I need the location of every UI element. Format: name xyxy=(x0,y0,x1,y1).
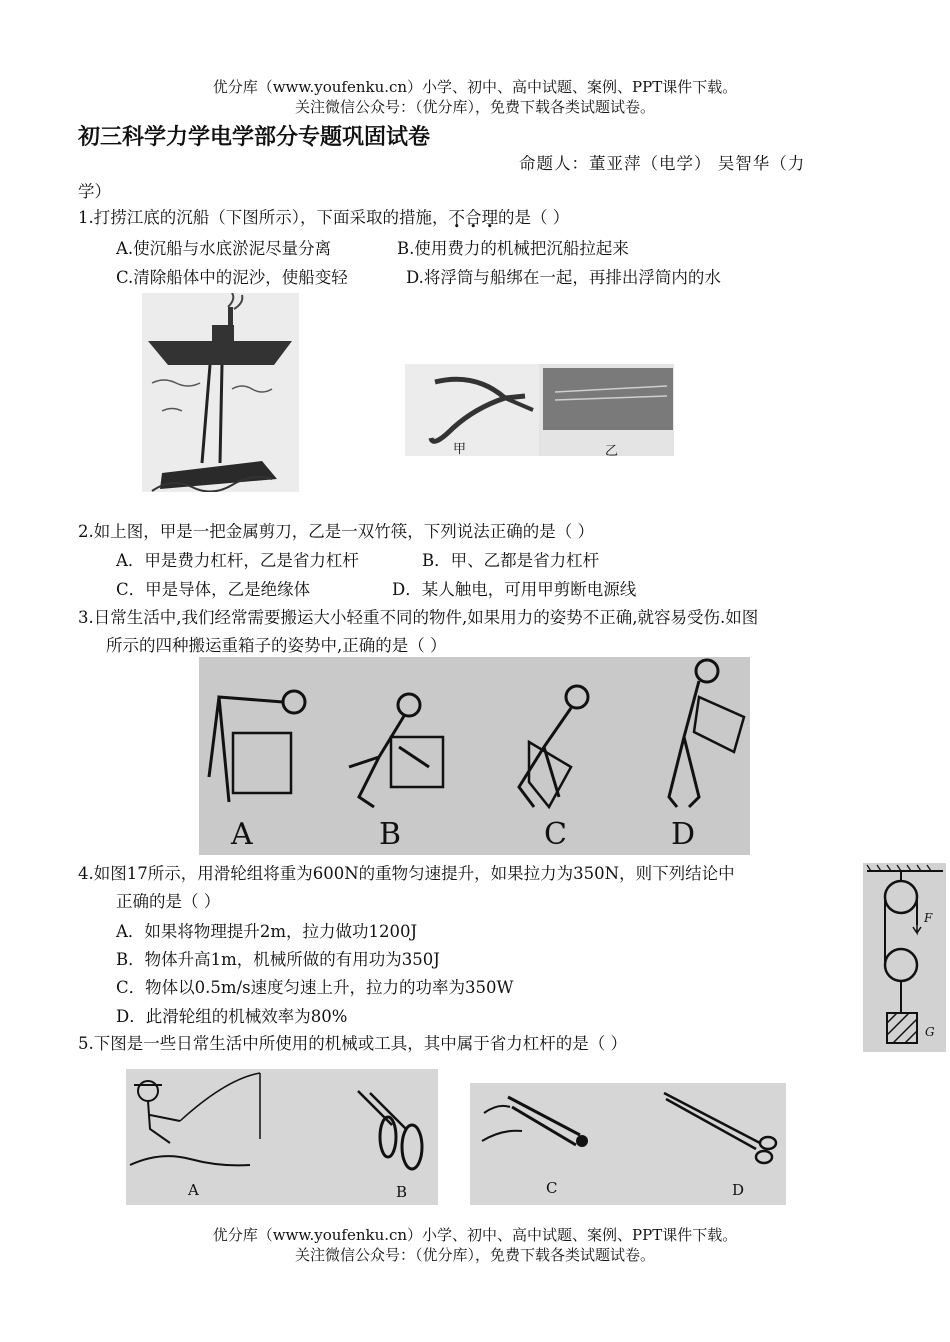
pulley-figure xyxy=(863,863,946,1052)
authors-line-1: 命题人：董亚萍（电学） 吴智华（力 xyxy=(519,154,806,173)
sunken-ship-drawing xyxy=(142,293,299,492)
footer-line-1: 优分库（www.youfenku.cn）小学、初中、高中试题、案例、PPT课件下载。 xyxy=(212,1226,738,1244)
q1-option-d: D.将浮筒与船绑在一起，再排出浮筒内的水 xyxy=(406,268,721,287)
tool-label-b: B xyxy=(396,1183,408,1201)
chopsticks-label-yi: 乙 xyxy=(605,444,619,459)
emphasis-char-3: 理 xyxy=(481,208,498,227)
q4-option-c: C．物体以0.5m/s速度匀速上升，拉力的功率为350W xyxy=(116,978,514,997)
posture-label-c: C xyxy=(544,817,567,852)
emphasis-char-2: 合 xyxy=(465,208,482,227)
q2-option-a: A．甲是费力杠杆，乙是省力杠杆 xyxy=(116,551,359,570)
posture-label-d: D xyxy=(671,817,696,852)
page-title: 初三科学力学电学部分专题巩固试卷 xyxy=(78,125,431,150)
tools-figure-ab xyxy=(126,1069,438,1205)
q2-option-d: D．某人触电，可用甲剪断电源线 xyxy=(392,580,637,599)
q1-option-b: B.使用费力的机械把沉船拉起来 xyxy=(397,239,629,258)
lifting-postures-drawing xyxy=(199,657,750,855)
fishing-scissors-drawing xyxy=(126,1069,438,1205)
q1-option-c: C.清除船体中的泥沙，使船变轻 xyxy=(116,268,348,287)
emphasis-char-1: 不 xyxy=(448,208,465,227)
q4-option-b: B．物体升高1m，机械所做的有用功为350J xyxy=(116,950,440,969)
q4-option-d: D．此滑轮组的机械效率为80% xyxy=(116,1007,348,1026)
scissors-chopsticks-figure xyxy=(405,364,674,459)
question-3-stem-2: 所示的四种搬运重箱子的姿势中,正确的是（ ） xyxy=(106,636,447,655)
header-line-1: 优分库（www.youfenku.cn）小学、初中、高中试题、案例、PPT课件下载。 xyxy=(212,78,738,96)
question-1-stem xyxy=(78,204,569,228)
q2-option-b: B．甲、乙都是省力杠杆 xyxy=(422,551,600,570)
posture-label-a: A xyxy=(231,817,253,852)
scissors-drawing xyxy=(405,364,674,456)
question-1-stem-post: 的是（ ） xyxy=(498,208,570,227)
question-5-stem: 5.下图是一些日常生活中所使用的机械或工具，其中属于省力杠杆的是（ ） xyxy=(78,1034,627,1053)
tool-label-c: C xyxy=(546,1179,558,1197)
question-4-stem-1: 4.如图17所示，用滑轮组将重为600N的重物匀速提升，如果拉力为350N，则下列结论中 xyxy=(78,864,735,883)
q1-option-a: A.使沉船与水底淤泥尽量分离 xyxy=(116,239,332,258)
question-3-stem-1: 3.日常生活中,我们经常需要搬运大小轻重不同的物件,如果用力的姿势不正确,就容易受伤.如图 xyxy=(78,608,759,627)
pulley-label-f: F xyxy=(924,911,933,925)
tools-figure-cd xyxy=(470,1083,786,1205)
pulley-label-g: G xyxy=(925,1025,935,1039)
question-4-stem-2: 正确的是（ ） xyxy=(116,892,221,911)
q2-option-c: C．甲是导体，乙是绝缘体 xyxy=(116,580,311,599)
tool-label-d: D xyxy=(732,1181,745,1199)
footer-line-2: 关注微信公众号：（优分库），免费下载各类试题试卷。 xyxy=(294,1246,655,1264)
question-2-stem: 2.如上图，甲是一把金属剪刀，乙是一双竹筷，下列说法正确的是（ ） xyxy=(78,522,594,541)
tool-label-a: A xyxy=(188,1181,199,1199)
sunken-ship-figure xyxy=(142,293,299,492)
posture-label-b: B xyxy=(379,817,402,852)
question-1-stem-pre: 1.打捞江底的沉船（下图所示），下面采取的措施， xyxy=(78,208,449,227)
header-line-2: 关注微信公众号：（优分库），免费下载各类试题试卷。 xyxy=(294,98,655,116)
scissors-label-jia: 甲 xyxy=(453,442,467,457)
pulley-drawing xyxy=(863,863,946,1052)
authors-line-2: 学） xyxy=(78,182,111,201)
q4-option-a: A．如果将物理提升2m，拉力做功1200J xyxy=(116,922,418,941)
lifting-postures-figure xyxy=(199,657,750,855)
